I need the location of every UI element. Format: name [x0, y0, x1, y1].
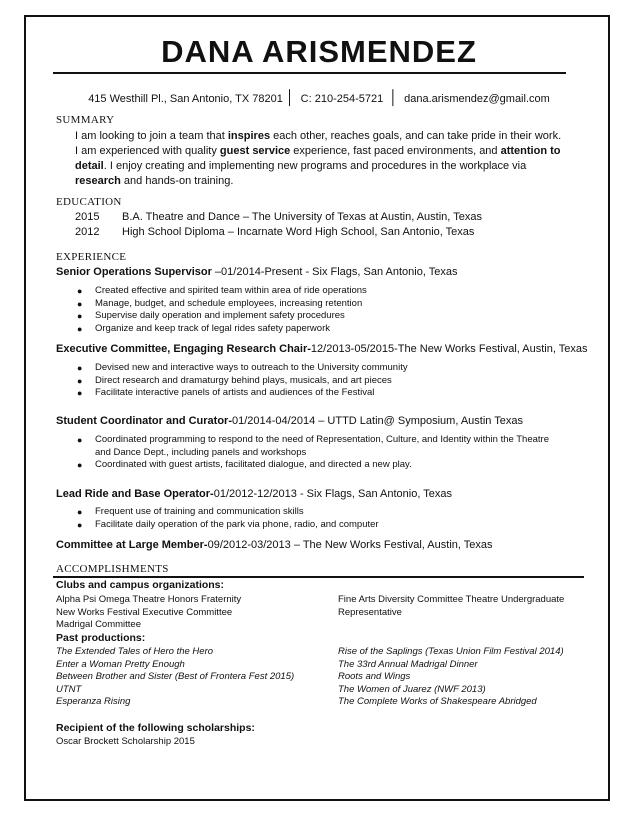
clubs-right	[338, 594, 573, 619]
bullet-text: Devised new and interactive ways to outreach to the University community	[95, 362, 408, 373]
bullet-text: Facilitate daily operation of the park via phone, radio, and computer	[95, 518, 379, 530]
bullet-text: Coordinated with guest artists, facilitated dialogue, and directed a new play.	[95, 459, 412, 470]
job-bullets	[77, 285, 567, 335]
bullet-text: Created effective and spirited team within area of ride operations	[95, 285, 367, 296]
job-header	[56, 488, 452, 500]
bullet-text: Supervise daily operation and implement safety procedures	[95, 310, 345, 321]
list-item	[77, 310, 567, 323]
job-bullets	[77, 434, 567, 472]
bullet-text: Frequent use of training and communication skills	[95, 506, 304, 517]
summary-emphasis: attention to detail	[75, 145, 561, 172]
scholarship-item: Oscar Brockett Scholarship 2015	[56, 736, 195, 747]
productions-left	[56, 646, 331, 709]
clubs-left	[56, 594, 326, 632]
job-bullets	[77, 506, 567, 531]
list-item: The Extended Tales of Hero the Hero	[56, 646, 214, 657]
list-item	[77, 362, 567, 375]
job-detail: 01/2014-04/2014 – UTTD Latin@ Symposium, Austin Texas	[232, 415, 524, 427]
job-title: Senior Operations Supervisor	[56, 266, 212, 278]
job-header	[56, 539, 493, 551]
job-detail: 01/2012-12/2013 - Six Flags, San Antonio, Texas	[213, 488, 453, 500]
job-bullets	[77, 362, 567, 400]
bullet-icon: ●	[77, 435, 83, 445]
list-item: The Complete Works of Shakespeare Abridged	[338, 696, 537, 707]
job-title: Committee at Large Member-	[56, 539, 208, 551]
list-item: Between Brother and Sister (Best of Frontera Fest 2015)	[56, 671, 295, 682]
job-title: Executive Committee, Engaging Research Chair-	[56, 343, 311, 355]
bullet-icon: ●	[77, 363, 83, 373]
list-item	[77, 519, 567, 532]
productions-heading: Past productions:	[56, 632, 146, 644]
accomplishments-rule	[53, 576, 584, 578]
job-title: Student Coordinator and Curator-	[56, 415, 232, 427]
job-title: Lead Ride and Base Operator-	[56, 488, 214, 500]
list-item	[77, 459, 567, 472]
list-item: Rise of the Saplings (Texas Union Film Festival 2014)	[338, 646, 564, 657]
bullet-icon: ●	[77, 323, 83, 334]
list-item	[77, 387, 567, 400]
bullet-icon: ●	[77, 507, 83, 517]
list-item: Esperanza Rising	[56, 696, 131, 707]
list-item: Roots and Wings	[338, 671, 411, 682]
list-item	[77, 434, 567, 459]
summary-emphasis: inspires	[227, 130, 271, 142]
experience-heading: EXPERIENCE	[56, 251, 127, 263]
bullet-text: Organize and keep track of legal rides safety paperwork	[95, 322, 330, 334]
job-header	[56, 343, 588, 355]
contact-line	[0, 89, 638, 105]
summary-text: I am looking to join a team that	[75, 130, 228, 142]
list-item	[77, 285, 567, 298]
separator: │	[285, 89, 295, 105]
scholarships-heading: Recipient of the following scholarships:	[56, 722, 255, 734]
list-item	[77, 375, 567, 388]
bullet-icon: ●	[77, 311, 83, 321]
bullet-icon: ●	[77, 519, 83, 530]
bullet-icon: ●	[77, 388, 83, 398]
header-rule	[53, 72, 566, 74]
education-text: High School Diploma – Incarnate Word High School, San Antonio, Texas	[122, 226, 475, 238]
address: 415 Westhill Pl., San Antonio, TX 78201	[88, 93, 283, 105]
summary-text: experience, fast paced environments, and	[290, 145, 501, 157]
job-header	[56, 415, 523, 427]
list-item: The Women of Juarez (NWF 2013)	[338, 683, 486, 695]
productions-right	[338, 646, 578, 709]
separator: │	[389, 89, 399, 105]
summary-heading: SUMMARY	[56, 114, 115, 126]
list-item: Madrigal Committee	[56, 619, 141, 630]
job-detail: 09/2012-03/2013 – The New Works Festival, Austin, Texas	[207, 539, 493, 551]
accomplishments-heading: ACCOMPLISHMENTS	[56, 563, 169, 575]
list-item	[77, 298, 567, 311]
phone: C: 210-254-5721	[300, 93, 384, 105]
summary-paragraph	[75, 129, 565, 189]
bullet-text: Manage, budget, and schedule employees, increasing retention	[95, 297, 363, 309]
bullet-text: Coordinated programming to respond to the need of Representation, Culture, and Identity within the Theatre and Dance Dept., including panels and workshops	[95, 434, 549, 458]
job-detail: 12/2013-05/2015-The New Works Festival, Austin, Texas	[310, 343, 588, 355]
summary-text: each other, reaches goals, and can take pride in their work. I am experienced with quality	[75, 130, 562, 157]
bullet-icon: ●	[77, 375, 83, 386]
education-text: B.A. Theatre and Dance – The University of Texas at Austin, Austin, Texas	[122, 211, 482, 223]
bullet-text: Direct research and dramaturgy behind plays, musicals, and art pieces	[95, 374, 392, 386]
education-year: 2012	[75, 226, 100, 238]
list-item: The 33rd Annual Madrigal Dinner	[338, 658, 478, 670]
job-header	[56, 266, 457, 278]
list-item: New Works Festival Executive Committee	[56, 606, 233, 618]
clubs-heading: Clubs and campus organizations:	[56, 579, 225, 591]
list-item	[77, 323, 567, 336]
list-item: UTNT	[56, 683, 82, 695]
summary-emphasis: research	[75, 175, 121, 187]
bullet-icon: ●	[77, 298, 83, 309]
list-item: Enter a Woman Pretty Enough	[56, 658, 185, 670]
education-year: 2015	[75, 211, 100, 223]
summary-text: and hands-on training.	[120, 175, 234, 187]
bullet-icon: ●	[77, 460, 83, 470]
resume-name: DANA ARISMENDEZ	[161, 34, 477, 69]
list-item: Fine Arts Diversity Committee Theatre Undergraduate	[338, 594, 565, 605]
email: dana.arismendez@gmail.com	[404, 93, 550, 105]
list-item	[77, 506, 567, 519]
list-item: Alpha Psi Omega Theatre Honors Fraternity	[56, 594, 242, 605]
bullet-text: Facilitate interactive panels of artists and audiences of the Festival	[95, 387, 375, 398]
education-heading: EDUCATION	[56, 196, 122, 208]
bullet-icon: ●	[77, 286, 83, 296]
summary-text: . I enjoy creating and implementing new programs and procedures in the workplace via	[103, 160, 527, 172]
summary-emphasis: guest service	[219, 145, 291, 157]
job-detail: –01/2014-Present - Six Flags, San Antonio, Texas	[211, 266, 458, 278]
list-item: Representative	[338, 606, 402, 618]
